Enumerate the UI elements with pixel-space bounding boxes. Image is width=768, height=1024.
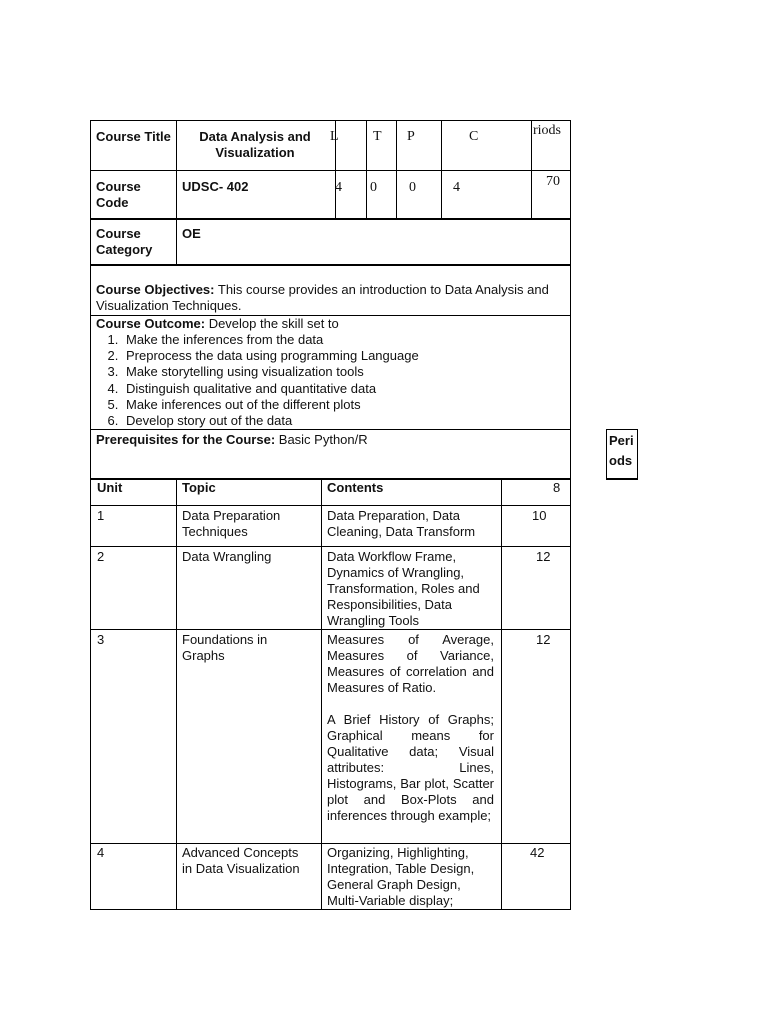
prerequisites [96,432,566,448]
unit-topic: Data Preparation Techniques [182,508,281,539]
rule [90,546,571,547]
course-code-label: Course Code [96,179,141,210]
unit-periods: 12 [536,549,551,564]
course-title-label: Course Title [96,129,171,144]
course-category-label: Course Category [96,226,153,257]
course-title-value: Data Analysis and Visualization [199,129,311,160]
table-left-border [90,120,91,910]
course-outcome [96,316,566,429]
c-value: 4 [453,180,460,195]
rule [90,909,571,910]
unit-periods: 10 [532,508,547,523]
outcome-item: 3. Make storytelling using visualization tools [122,364,566,380]
unit-number: 1 [97,508,105,523]
rule [90,629,571,630]
col-periods-header: riods [533,123,561,138]
periods-value: 70 [546,174,560,189]
unit-header: Unit [97,480,123,495]
t-value: 0 [370,180,377,195]
col-l-header [330,129,341,145]
outcome-item: 4. Distinguish qualitative and quantitative data [122,381,566,397]
periods-side-line1: Peri [609,433,634,448]
unit-number: 3 [97,632,105,647]
course-outcome-label: Course Outcome: [96,316,206,331]
rule [501,478,502,909]
unit-topic: Foundations in Graphs [182,632,268,663]
rule [531,120,532,218]
col-t-header: T [373,129,382,144]
rule [90,120,571,121]
p-value: 0 [409,180,416,195]
l-value [333,180,343,196]
outcome-item: 2. Preprocess the data using programming Language [122,348,566,364]
outcome-item: 6. Develop story out of the data [122,413,566,429]
course-objectives-label: Course Objectives: [96,282,215,297]
outcome-item: 1. Make the inferences from the data [122,332,566,348]
outcome-item: 5. Make inferences out of the different plots [122,397,566,413]
course-outcome-text: Develop the skill set to [205,316,339,331]
unit-contents-part2: A Brief History of Graphs; Graphical means for Qualitative data; Visual attributes: Lines, Histograms, Bar plot, Scatter plot and Box-Plots and inferences through example; [327,712,494,823]
unit-periods: 42 [530,845,545,860]
rule [441,120,442,218]
course-objectives [96,282,566,314]
unit-topic: Advanced Concepts in Data Visualization [182,845,300,876]
course-objectives-text: This course provides an introduction to Data Analysis and Visualization Techniques. [96,282,549,313]
unit-periods: 12 [536,632,551,647]
rule [90,264,571,266]
outcome-list [96,332,566,429]
rule [176,478,177,909]
periods-header: 8 [553,480,561,495]
col-p-header: P [407,129,415,144]
table-right-border [570,120,571,910]
prerequisites-text: Basic Python/R [275,432,368,447]
unit-contents: Data Preparation, Data Cleaning, Data Transform [327,508,476,539]
course-category-value: OE [182,226,201,241]
rule [90,170,571,171]
contents-header: Contents [327,480,384,495]
col-c-header: C [469,129,479,144]
rule [366,120,367,218]
periods-side-line2: ods [609,453,633,468]
unit-contents: Organizing, Highlighting, Integration, Table Design, General Graph Design, Multi-Variable display; [327,845,475,908]
prerequisites-label: Prerequisites for the Course: [96,432,276,447]
course-outcome-intro [96,316,566,332]
col-l-header-text: L [330,129,339,144]
unit-contents-part1: Measures of Average, Measures of Variance, Measures of correlation and Measures of Ratio. [327,632,494,695]
unit-number: 4 [97,845,105,860]
rule [321,478,322,909]
periods-side-box [606,429,638,480]
rule [90,505,571,506]
unit-topic: Data Wrangling [182,549,272,564]
unit-contents: Data Workflow Frame, Dynamics of Wrangling, Transformation, Roles and Responsibilities, Data Wrangling Tools [327,549,480,628]
rule [396,120,397,218]
course-code-value: UDSC- 402 [182,179,249,194]
rule [176,120,177,264]
rule [90,218,571,220]
unit-number: 2 [97,549,105,564]
rule [90,843,571,844]
l-value-text: 4 [335,180,342,195]
topic-header: Topic [182,480,216,495]
